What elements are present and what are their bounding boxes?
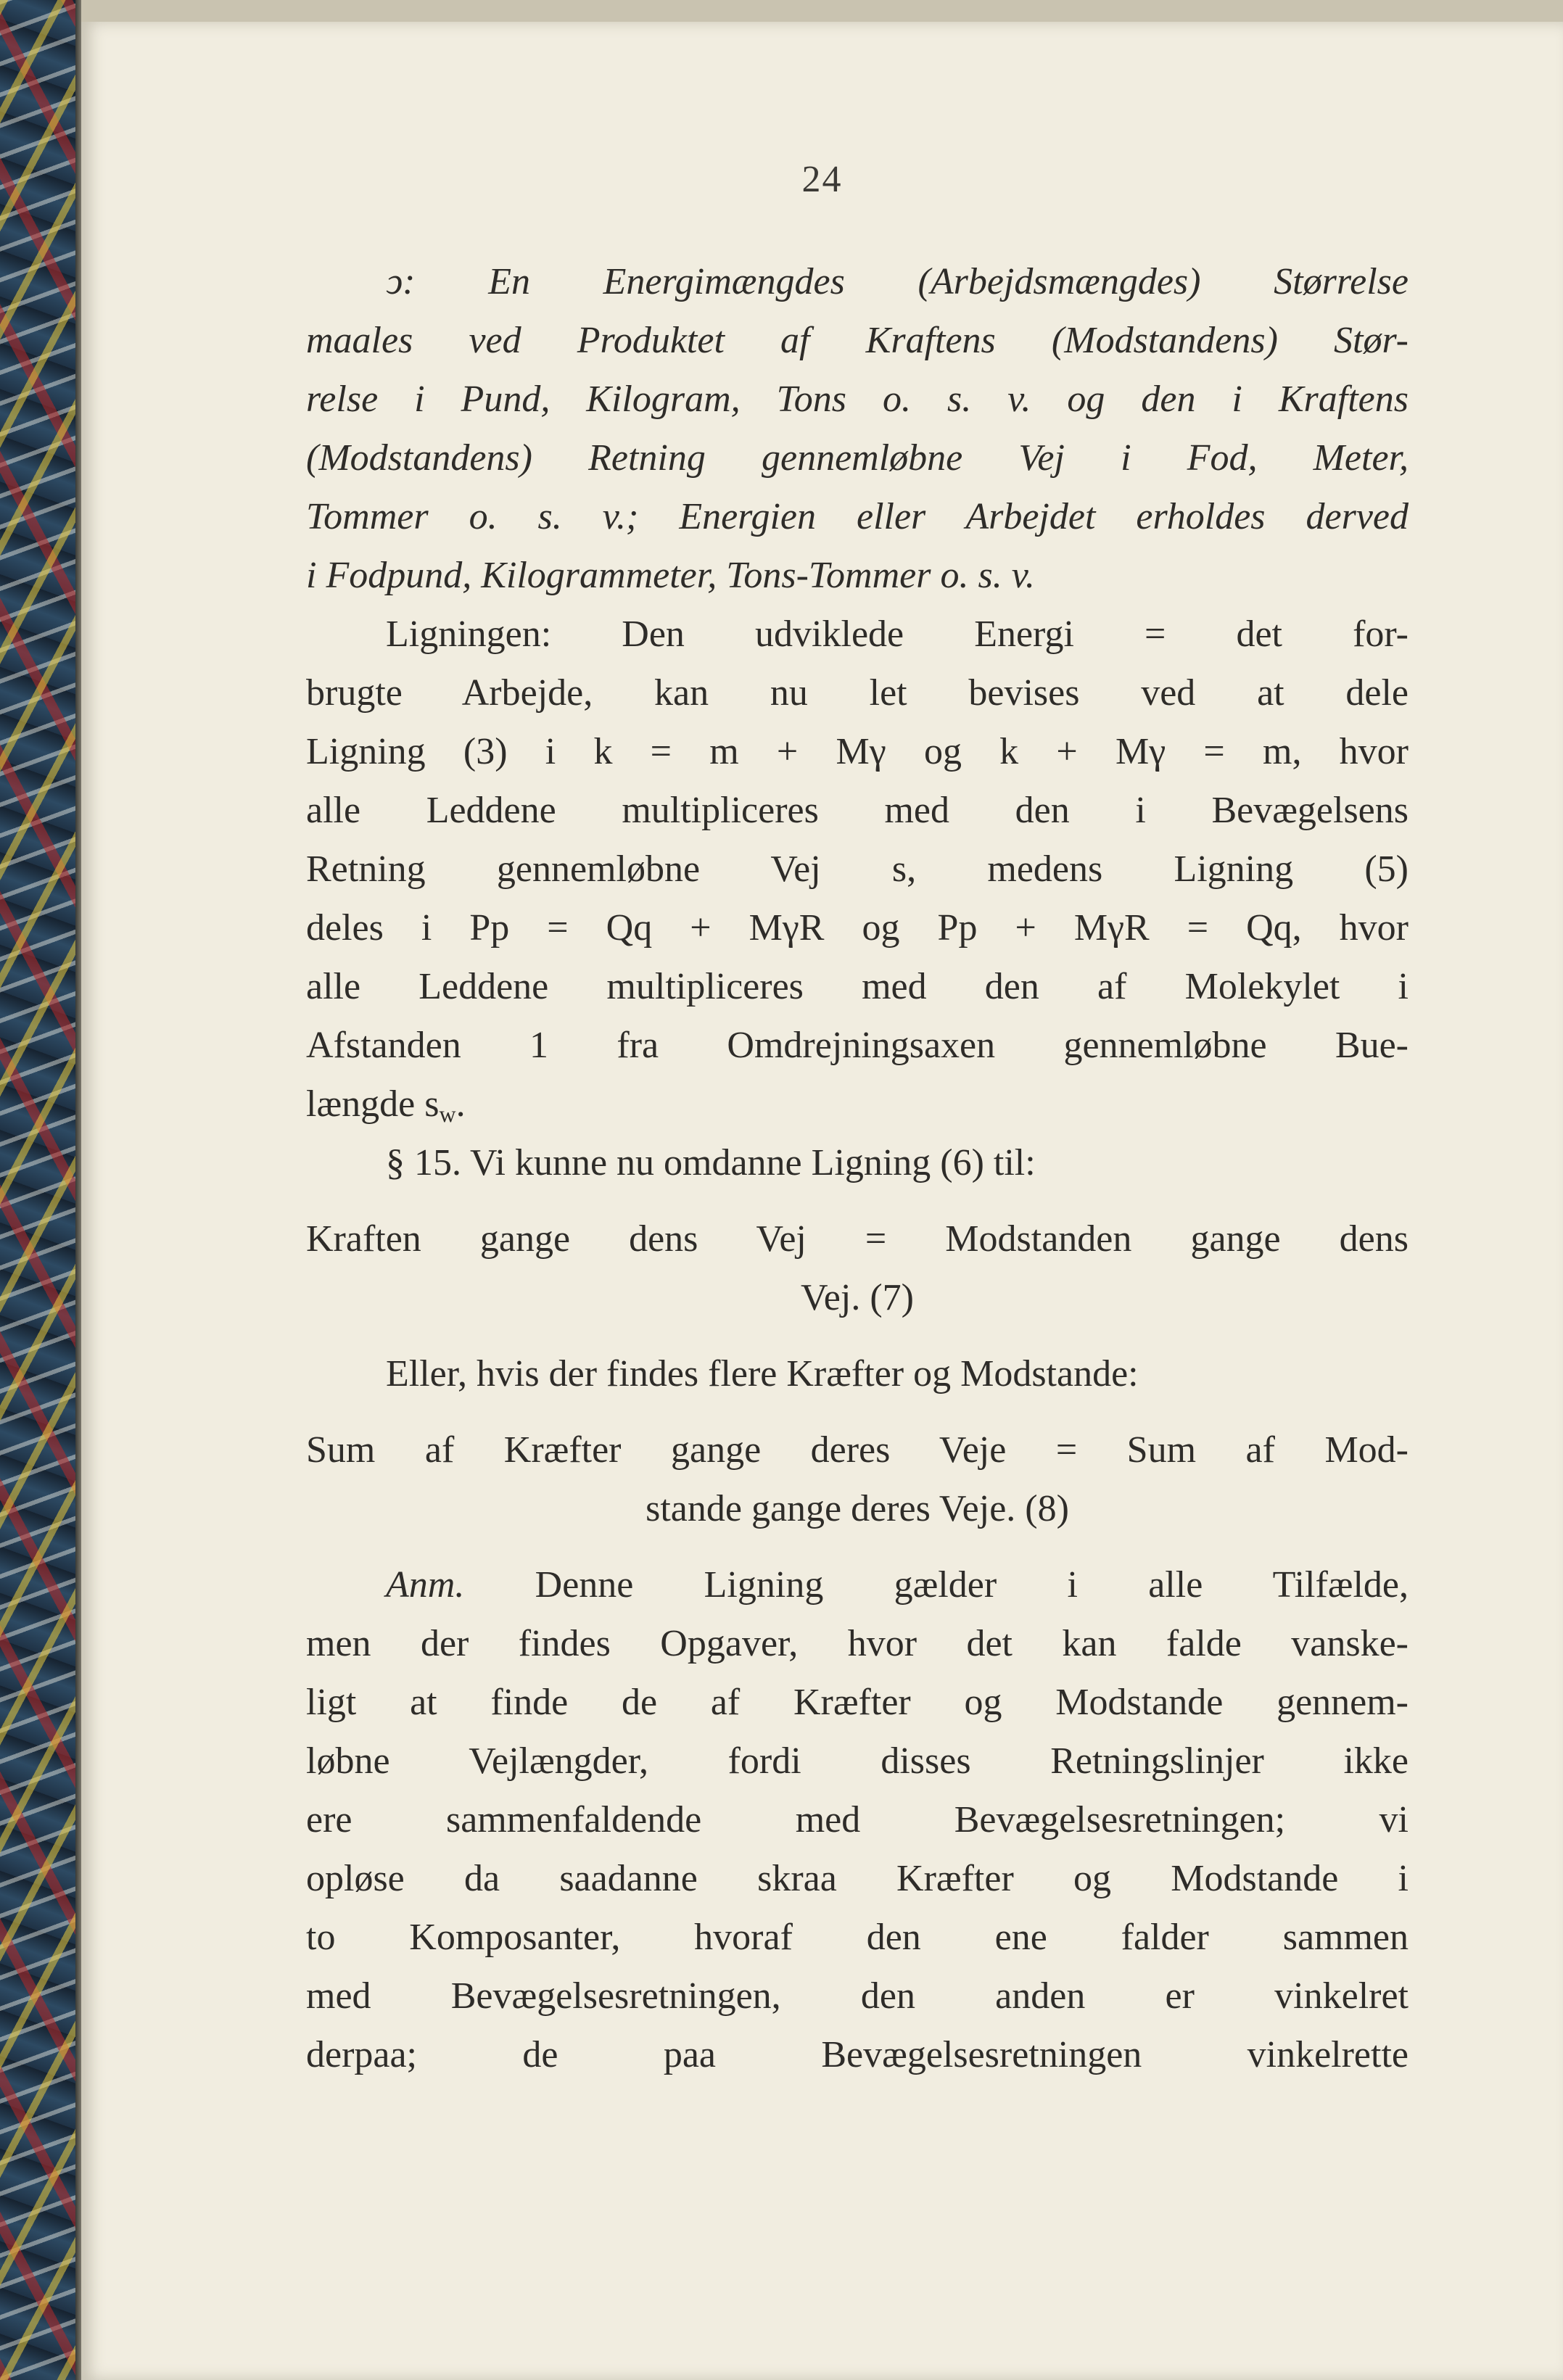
definition-paragraph: [306, 252, 1409, 605]
text-line: i Fodpund, Kilogrammeter, Tons-Tommer o. s. v.: [306, 555, 1035, 596]
text-line: men der findes Opgaver, hvor det kan falde vanske-: [306, 1623, 1409, 1664]
ligningen-paragraph: [306, 605, 1409, 1133]
section-15-heading: § 15. Vi kunne nu omdanne Ligning (6) til:: [386, 1142, 1036, 1183]
text-line: to Komposanter, hvoraf den ene falder sammen: [306, 1917, 1409, 1958]
text-line: ↄ: En Energimængdes (Arbejdsmængdes) Størrelse: [386, 261, 1409, 302]
text-line: Afstanden 1 fra Omdrejningsaxen gennemløbne Bue-: [306, 1025, 1409, 1066]
text-line: relse i Pund, Kilogram, Tons o. s. v. og den i Kraftens: [306, 379, 1409, 420]
equation-line: Kraften gange dens Vej = Modstanden gange dens: [306, 1218, 1409, 1260]
equation-7: [306, 1210, 1409, 1327]
marbled-binding: [0, 0, 81, 2380]
text-line: Tommer o. s. v.; Energien eller Arbejdet erholdes derved: [306, 496, 1409, 537]
equation-line: stande gange deres Veje. (8): [646, 1488, 1069, 1529]
text-line: derpaa; de paa Bevægelsesretningen vinkelrette: [306, 2034, 1409, 2075]
book-page: [81, 22, 1563, 2380]
page-number: 24: [801, 159, 843, 200]
spacer: [306, 1538, 1409, 1555]
spacer: [306, 1192, 1409, 1210]
page-text: [306, 252, 1409, 2084]
text-line: deles i Pp = Qq + MγR og Pp + MγR = Qq, hvor: [306, 907, 1409, 949]
text-line: Ligningen: Den udviklede Energi = det for-: [386, 613, 1409, 655]
text-line: ligt at finde de af Kræfter og Modstande gennem-: [306, 1682, 1409, 1723]
text-line: alle Leddene multipliceres med den i Bevægelsens: [306, 790, 1409, 831]
subscript: w: [439, 1101, 456, 1127]
text-line: maales ved Produktet af Kraftens (Modstandens) Stør-: [306, 320, 1409, 361]
equation-8: [306, 1421, 1409, 1538]
text-fragment: længde s: [306, 1083, 440, 1125]
text-line: ere sammenfaldende med Bevægelsesretningen; vi: [306, 1799, 1409, 1840]
text-line: [306, 1075, 1409, 1133]
anm-paragraph: [306, 1555, 1409, 2084]
text-line: alle Leddene multipliceres med den af Molekylet i: [306, 966, 1409, 1007]
text-line: Eller, hvis der findes flere Kræfter og Modstande:: [386, 1353, 1139, 1394]
text-line: Ligning (3) i k = m + Mγ og k + Mγ = m, hvor: [306, 731, 1409, 772]
text-line: med Bevægelsesretningen, den anden er vinkelret: [306, 1975, 1409, 2017]
equation-line: Vej. (7): [801, 1277, 914, 1318]
text-line: opløse da saadanne skraa Kræfter og Modstande i: [306, 1858, 1409, 1899]
text-line: [306, 1555, 1409, 1614]
anm-label: Anm.: [386, 1564, 465, 1606]
equation-line: Sum af Kræfter gange deres Veje = Sum af Mod-: [306, 1429, 1409, 1471]
text-fragment: Denne Ligning gælder i alle Tilfælde,: [535, 1564, 1409, 1606]
text-line: brugte Arbejde, kan nu let bevises ved at dele: [306, 672, 1409, 714]
text-line: (Modstandens) Retning gennemløbne Vej i Fod, Meter,: [306, 437, 1409, 479]
spacer: [306, 1403, 1409, 1421]
page-top-edge: [81, 0, 1563, 22]
spacer: [306, 1327, 1409, 1344]
text-line: løbne Vejlængder, fordi disses Retningslinjer ikke: [306, 1740, 1409, 1782]
text-line: Retning gennemløbne Vej s, medens Ligning (5): [306, 848, 1409, 890]
text-fragment: .: [455, 1083, 466, 1125]
